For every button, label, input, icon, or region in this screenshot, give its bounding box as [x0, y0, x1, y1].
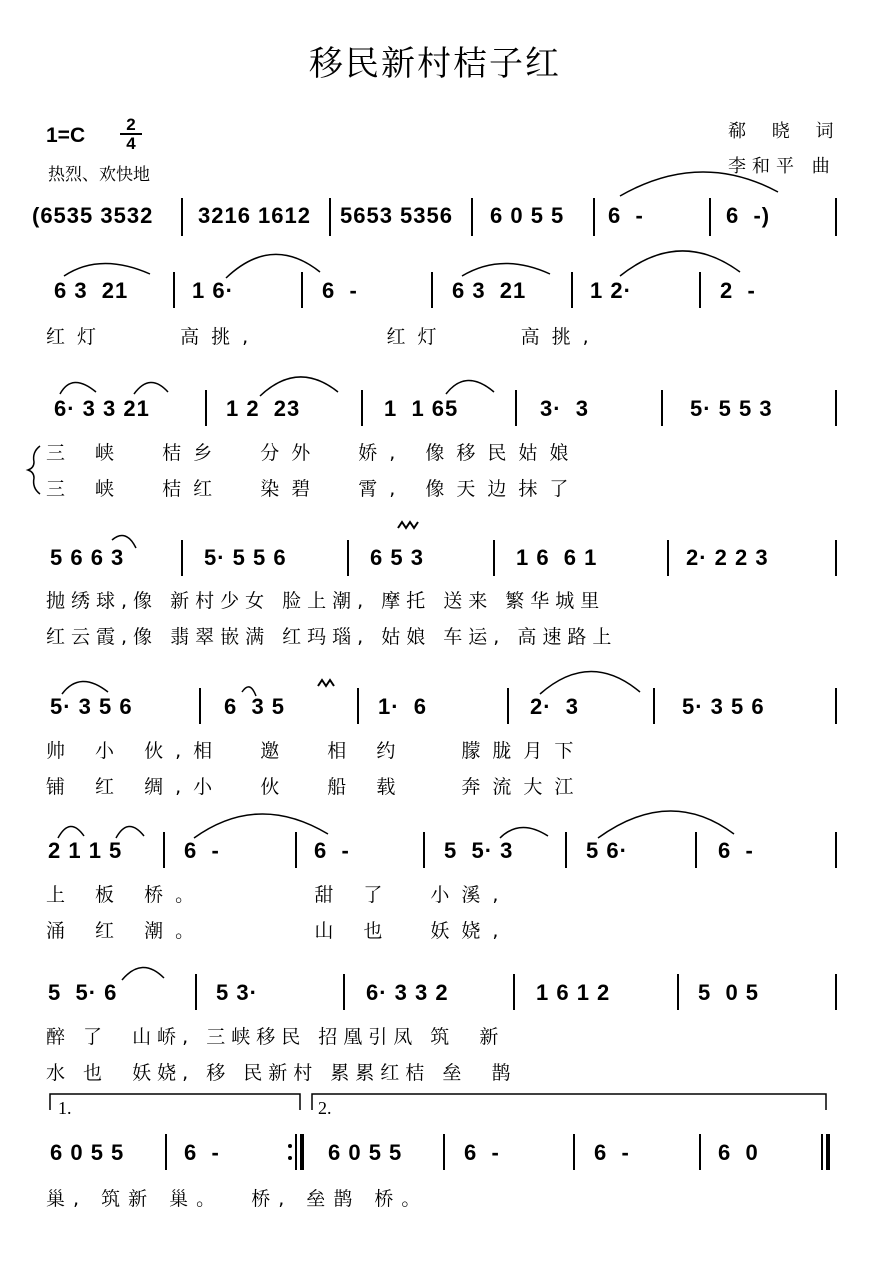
measure: 6· 3 3 21 [54, 396, 150, 421]
measure: 6 - [314, 838, 350, 863]
measure: 6 - [608, 203, 644, 228]
lyrics-verse-1: 醉 了 山峤, 三峡移民 招凰引凤 筑 新 [46, 1026, 505, 1048]
measure: 5653 5356 [340, 203, 453, 228]
measure: 5· 5 5 6 [204, 545, 287, 570]
measure: 1 6 1 2 [536, 980, 611, 1005]
measure: 2 - [720, 278, 756, 303]
measure: 5 5· 3 [444, 838, 514, 863]
lyrics-verse-2: 涌 红 潮。 山 也 妖娆, [46, 920, 511, 942]
measure: 5· 3 5 6 [50, 694, 133, 719]
measure: 6 0 5 5 [328, 1140, 403, 1165]
tempo-marking: 热烈、欢快地 [48, 165, 150, 185]
measure: 2 1 1 5 [48, 838, 123, 863]
volta-brackets [50, 1094, 826, 1110]
key-signature: 1=C [46, 124, 86, 147]
measure: 5 3· [216, 980, 258, 1005]
lyrics-verse-1: 三 峡 桔乡 分外 娇, 像移民姑娘 [46, 442, 581, 464]
composer-credit: 李和平 曲 [728, 156, 836, 177]
volta-1-label: 1. [58, 1098, 72, 1118]
lyrics-verse-1: 上 板 桥。 甜 了 小溪, [46, 884, 511, 906]
measure: 2· 2 2 3 [686, 545, 769, 570]
time-signature-bottom: 4 [126, 134, 136, 153]
measure: 1 6 6 1 [516, 545, 598, 570]
repeat-dots [288, 1144, 292, 1160]
measure: 6 0 5 5 [490, 203, 565, 228]
lyrics-verse-1: 抛绣球,像 新村少女 脸上潮, 摩托 送来 繁华城里 [46, 590, 606, 612]
measure: 5 6 6 3 [50, 545, 125, 570]
measure: 6 3 21 [54, 278, 129, 303]
verse-brace [28, 446, 40, 494]
measure: 6 -) [726, 203, 771, 228]
measure: 6 5 3 [370, 545, 424, 570]
measure: 1 1 65 [384, 396, 459, 421]
measure: 6 0 [718, 1140, 759, 1165]
measure: 3216 1612 [198, 203, 311, 228]
measure: 1 2 23 [226, 396, 301, 421]
bar-lines [164, 198, 836, 1170]
measure: 6 0 5 5 [50, 1140, 125, 1165]
slurs [58, 172, 778, 980]
lyrics-verse-2: 红云霞,像 翡翠嵌满 红玛瑙, 姑娘 车运, 高速路上 [46, 626, 618, 648]
measure: 6 - [594, 1140, 630, 1165]
measure: 5 6· [586, 838, 628, 863]
lyrics-verse-2: 水 也 妖娆, 移 民新村 累累红桔 垒 鹊 [46, 1062, 517, 1084]
volta-2-label: 2. [318, 1098, 332, 1118]
measure: 5· 5 5 3 [690, 396, 773, 421]
measure: 5 0 5 [698, 980, 760, 1005]
measure: 6 3 21 [452, 278, 527, 303]
measure: 6 3 5 [224, 694, 286, 719]
lyrics-verse-2: 三 峡 桔红 染碧 霄, 像天边抹了 [46, 478, 581, 500]
measure: 3· 3 [540, 396, 590, 421]
lyrics-verse-1: 红灯 高挑, 红灯 高挑, [46, 326, 601, 348]
measure: 1· 6 [378, 694, 428, 719]
measure: 5· 3 5 6 [682, 694, 765, 719]
measure: (6535 3532 [32, 203, 154, 228]
lyrics-verse-1: 帅 小 伙,相 邀 相 约 朦胧月下 [46, 740, 586, 762]
measure: 6 - [184, 1140, 220, 1165]
page-title: 移民新村桔子红 [309, 44, 561, 84]
measure: 2· 3 [530, 694, 580, 719]
measure: 6· 3 3 2 [366, 980, 449, 1005]
measure: 1 2· [590, 278, 632, 303]
ornaments [318, 522, 418, 686]
measure: 6 - [322, 278, 358, 303]
lyrics-verse-2: 铺 红 绸,小 伙 船 载 奔流大江 [46, 776, 586, 798]
measure: 5 5· 6 [48, 980, 118, 1005]
measure: 1 6· [192, 278, 234, 303]
lyrics-verse-1: 巢, 筑新 巢。 桥, 垒鹊 桥。 [46, 1188, 429, 1210]
measure: 6 - [184, 838, 220, 863]
measure: 6 - [718, 838, 754, 863]
measure: 6 - [464, 1140, 500, 1165]
lyricist-credit: 郗 晓 词 [728, 121, 844, 142]
time-signature-top: 2 [126, 115, 136, 134]
